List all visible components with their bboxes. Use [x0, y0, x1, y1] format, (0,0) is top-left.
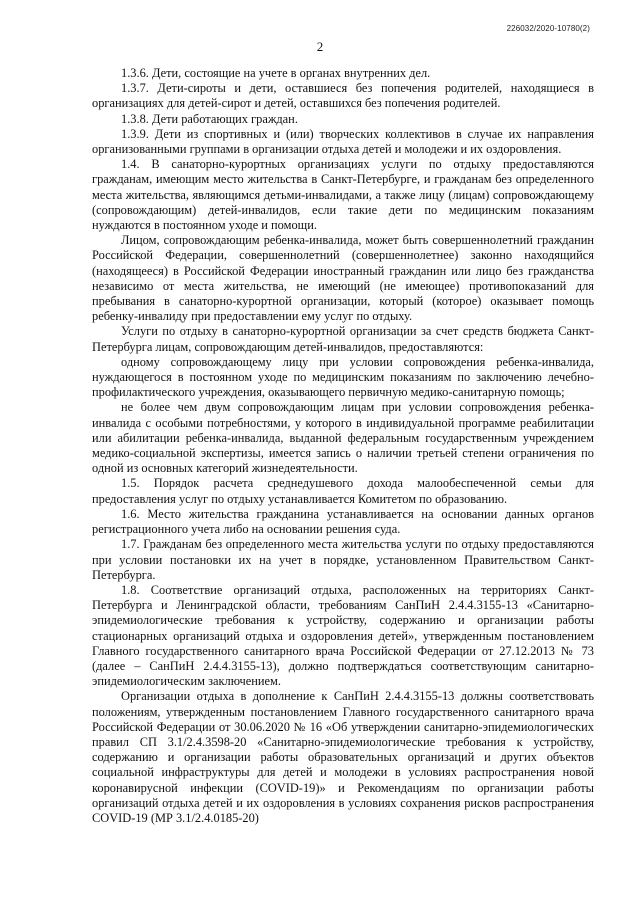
paragraph-1-4: 1.4. В санаторно-курортных организациях услуги по отдыху предоставляются гражданам, имеющим место жительства в Санкт-Петербурге, и гражданам без определенного места жительства, являющимся детьми-инвалидами, а также лицу (лицам) сопровождающему (сопровождающим) детей-инвалидов, если такие дети по медицинским показаниям нуждаются в постоянном уходе и помощи. — [92, 157, 594, 233]
paragraph-1-7: 1.7. Гражданам без определенного места жительства услуги по отдыху предоставляются при условии постановки их на учет в порядке, установленном Правительством Санкт-Петербурга. — [92, 537, 594, 582]
document-registration-number: 226032/2020-10780(2) — [506, 24, 590, 33]
paragraph-1-3-9: 1.3.9. Дети из спортивных и (или) творческих коллективов в случае их направления организованными группами в организации отдыха детей и молодежи и их оздоровления. — [92, 126, 594, 157]
paragraph-two-companions: не более чем двум сопровождающим лицам при условии сопровождения ребенка-инвалида с особыми потребностями, у которого в индивидуальной программе реабилитации или абилитации ребенка-инвалида, выданной федеральным государственным учреждением медико-социальной экспертизы, имеется запись о наличии третьей степени ограничения по одной из основных категорий жизнедеятельности. — [92, 400, 594, 476]
paragraph-sanpin-addition: Организации отдыха в дополнение к СанПиН 2.4.4.3155-13 должны соответствовать положениям, утвержденным постановлением Главного государственного санитарного врача Российской Федерации от 30.06.2020 № 16 «Об утверждении санитарно-эпидемиологических правил СП 3.1/2.4.3598-20 «Санитарно-эпидемиологические требования к устройству, содержанию и организации работы образовательных организаций и других объектов социальной инфраструктуры для детей и молодежи в условиях распространения новой коронавирусной инфекции (COVID-19)» и Рекомендациям по организации работы организаций отдыха детей и их оздоровления в условиях сохранения рисков распространения COVID-19 (МР 3.1/2.4.0185-20) — [92, 689, 594, 825]
paragraph-1-3-7: 1.3.7. Дети-сироты и дети, оставшиеся без попечения родителей, находящиеся в организациях для детей-сирот и детей, оставшихся без попечения родителей. — [92, 81, 594, 111]
document-body — [92, 66, 594, 826]
page-number: 2 — [316, 39, 324, 54]
paragraph-1-6: 1.6. Место жительства гражданина устанавливается на основании данных органов регистрационного учета либо на основании решения суда. — [92, 506, 594, 537]
paragraph-budget-services: Услуги по отдыху в санаторно-курортной организации за счет средств бюджета Санкт-Петербурга лицам, сопровождающим детей-инвалидов, предоставляются: — [92, 324, 594, 354]
paragraph-1-3-6: 1.3.6. Дети, состоящие на учете в органах внутренних дел. — [121, 66, 431, 80]
paragraph-1-8: 1.8. Соответствие организаций отдыха, расположенных на территориях Санкт-Петербурга и Ленинградской области, требованиям СанПиН 2.4.4.3155-13 «Санитарно-эпидемиологические требования к устройству, содержанию и организации работы стационарных организаций отдыха и оздоровления детей», утвержденным постановлением Главного государственного санитарного врача Российской Федерации от 27.12.2013 № 73 (далее – СанПиН 2.4.4.3155-13), должно подтверждаться соответствующим санитарно-эпидемиологическим заключением. — [92, 582, 594, 689]
paragraph-1-3-8: 1.3.8. Дети работающих граждан. — [121, 111, 298, 126]
paragraph-accompanying-person: Лицом, сопровождающим ребенка-инвалида, может быть совершеннолетний гражданин Российской Федерации, совершеннолетний (совершеннолетнее) законно находящийся (находящееся) в Российской Федерации иностранный гражданин или лицо без гражданства независимо от места жительства, не имеющий (не имеющее) противопоказаний для пребывания в санаторно-курортной организации, который (которое) оказывает помощь ребенку-инвалиду при предоставлении ему услуг по отдыху. — [92, 233, 594, 324]
paragraph-1-5: 1.5. Порядок расчета среднедушевого дохода малообеспеченной семьи для предоставления услуг по отдыху устанавливается Комитетом по образованию. — [92, 476, 594, 506]
paragraph-one-companion: одному сопровождающему лицу при условии сопровождения ребенка-инвалида, нуждающегося в постоянном уходе по медицинским показаниям по заключению лечебно-профилактического учреждения, оказывающего первичную медико-санитарную помощь; — [92, 354, 594, 400]
